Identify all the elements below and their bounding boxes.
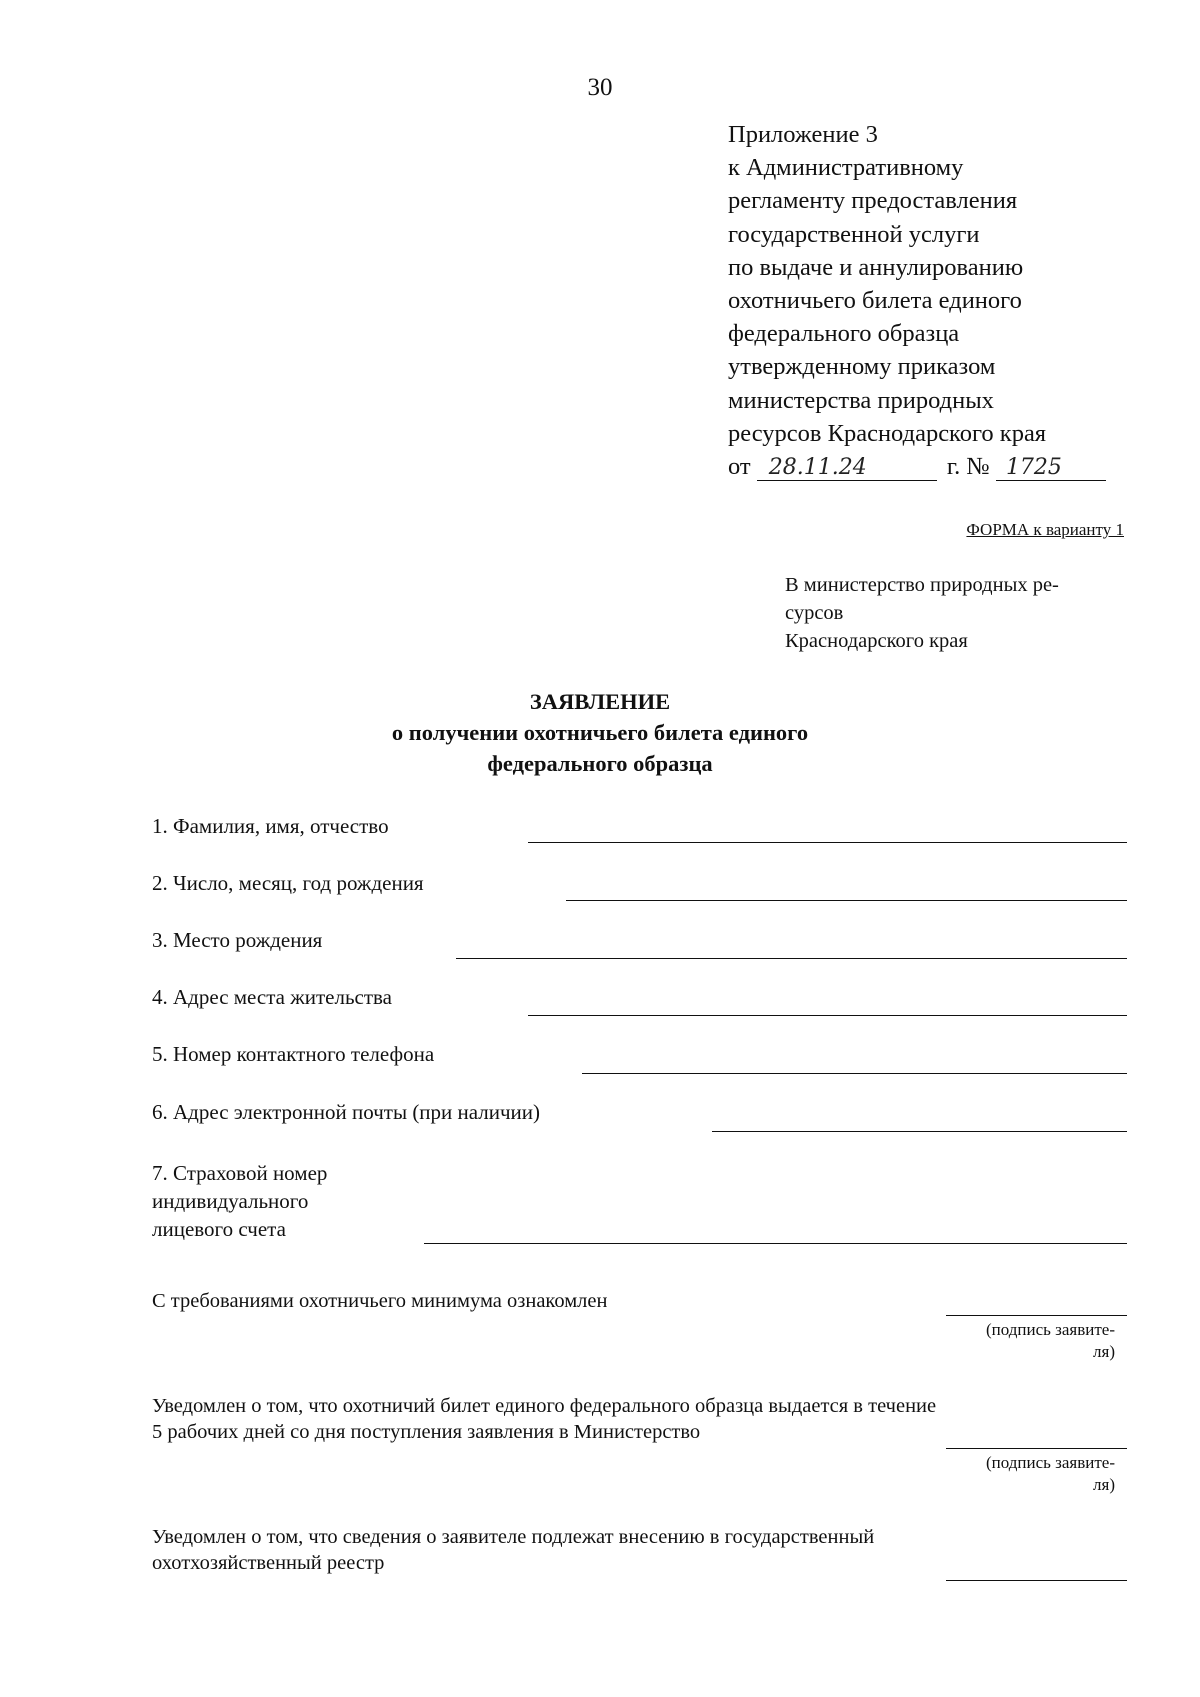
annex-line: государственной услуги xyxy=(728,220,980,248)
field-label-line: индивидуального xyxy=(152,1189,309,1213)
annex-line: охотничьего билета единого xyxy=(728,287,1022,315)
recipient-line: Краснодарского края xyxy=(785,630,968,652)
signature-line[interactable] xyxy=(946,1580,1127,1581)
statement-issue-period xyxy=(152,1393,936,1445)
title-line: о получении охотничьего билета единого xyxy=(391,720,809,745)
field-label-email: 6. Адрес электронной почты (при наличии) xyxy=(152,1100,541,1124)
field-input-full-name[interactable] xyxy=(528,842,1127,843)
signature-line[interactable] xyxy=(946,1315,1127,1316)
statement-hunting-minimum xyxy=(152,1288,607,1314)
statement-line: 5 рабочих дней со дня поступления заявления в Министерство xyxy=(152,1421,701,1443)
field-label-phone: 5. Номер контактного телефона xyxy=(152,1042,435,1066)
signature-caption-line: (подпись заявите- xyxy=(985,1320,1115,1339)
field-input-phone[interactable] xyxy=(582,1073,1127,1074)
field-label-birth-place: 3. Место рождения xyxy=(152,928,323,952)
order-from-label: от xyxy=(728,453,751,481)
page-number: 30 xyxy=(587,74,613,101)
annex-header xyxy=(728,118,1168,483)
signature-caption xyxy=(945,1452,1115,1496)
signature-caption-line: ля) xyxy=(1093,1475,1115,1494)
title-line: федерального образца xyxy=(487,751,713,776)
statement-line: Уведомлен о том, что охотничий билет единого федерального образца выдается в течение xyxy=(152,1395,937,1417)
recipient-block xyxy=(785,571,1125,655)
order-number-field xyxy=(996,450,1106,481)
statement-line: С требованиями охотничьего минимума ознакомлен xyxy=(152,1290,608,1312)
field-input-snils[interactable] xyxy=(424,1243,1127,1244)
form-variant-label: ФОРМА к варианту 1 xyxy=(966,520,1124,539)
annex-line: федерального образца xyxy=(728,320,960,348)
order-date-number xyxy=(728,450,1168,483)
recipient-line: В министерство природных ре- xyxy=(785,574,1059,596)
field-label-birth-date: 2. Число, месяц, год рождения xyxy=(152,871,424,895)
annex-line: к Административному xyxy=(728,154,964,182)
field-input-birth-date[interactable] xyxy=(566,900,1127,901)
recipient-line: сурсов xyxy=(785,602,844,624)
order-date-handwritten: 28.11.24 xyxy=(768,455,867,481)
field-input-email[interactable] xyxy=(712,1131,1127,1132)
field-label-residence-address: 4. Адрес места жительства xyxy=(152,985,392,1009)
field-label-line: лицевого счета xyxy=(152,1217,286,1241)
statement-registry xyxy=(152,1524,874,1576)
annex-line: Приложение 3 xyxy=(728,121,878,148)
order-date-field xyxy=(757,450,937,481)
annex-line: по выдаче и аннулированию xyxy=(728,253,1024,281)
signature-caption xyxy=(945,1319,1115,1363)
statement-line: Уведомлен о том, что сведения о заявителе подлежат внесению в государственный xyxy=(152,1526,875,1548)
statement-line: охотхозяйственный реестр xyxy=(152,1552,385,1574)
order-number-handwritten: 1725 xyxy=(1005,455,1062,481)
field-input-birth-place[interactable] xyxy=(456,958,1127,959)
signature-line[interactable] xyxy=(946,1448,1127,1449)
field-label-full-name: 1. Фамилия, имя, отчество xyxy=(152,814,389,838)
field-input-residence-address[interactable] xyxy=(528,1015,1127,1016)
annex-line: регламенту предоставления xyxy=(728,187,1018,215)
signature-caption-line: ля) xyxy=(1093,1342,1115,1361)
annex-line: министерства природных xyxy=(728,386,994,414)
field-label-snils xyxy=(152,1159,327,1243)
document-title xyxy=(0,686,1200,779)
field-label-line: 7. Страховой номер xyxy=(152,1161,328,1185)
order-number-label: г. № xyxy=(946,453,990,481)
title-line: ЗАЯВЛЕНИЕ xyxy=(529,689,671,714)
annex-line: ресурсов Краснодарского края xyxy=(728,419,1047,447)
signature-caption-line: (подпись заявите- xyxy=(985,1453,1115,1472)
annex-line: утвержденному приказом xyxy=(728,353,996,381)
